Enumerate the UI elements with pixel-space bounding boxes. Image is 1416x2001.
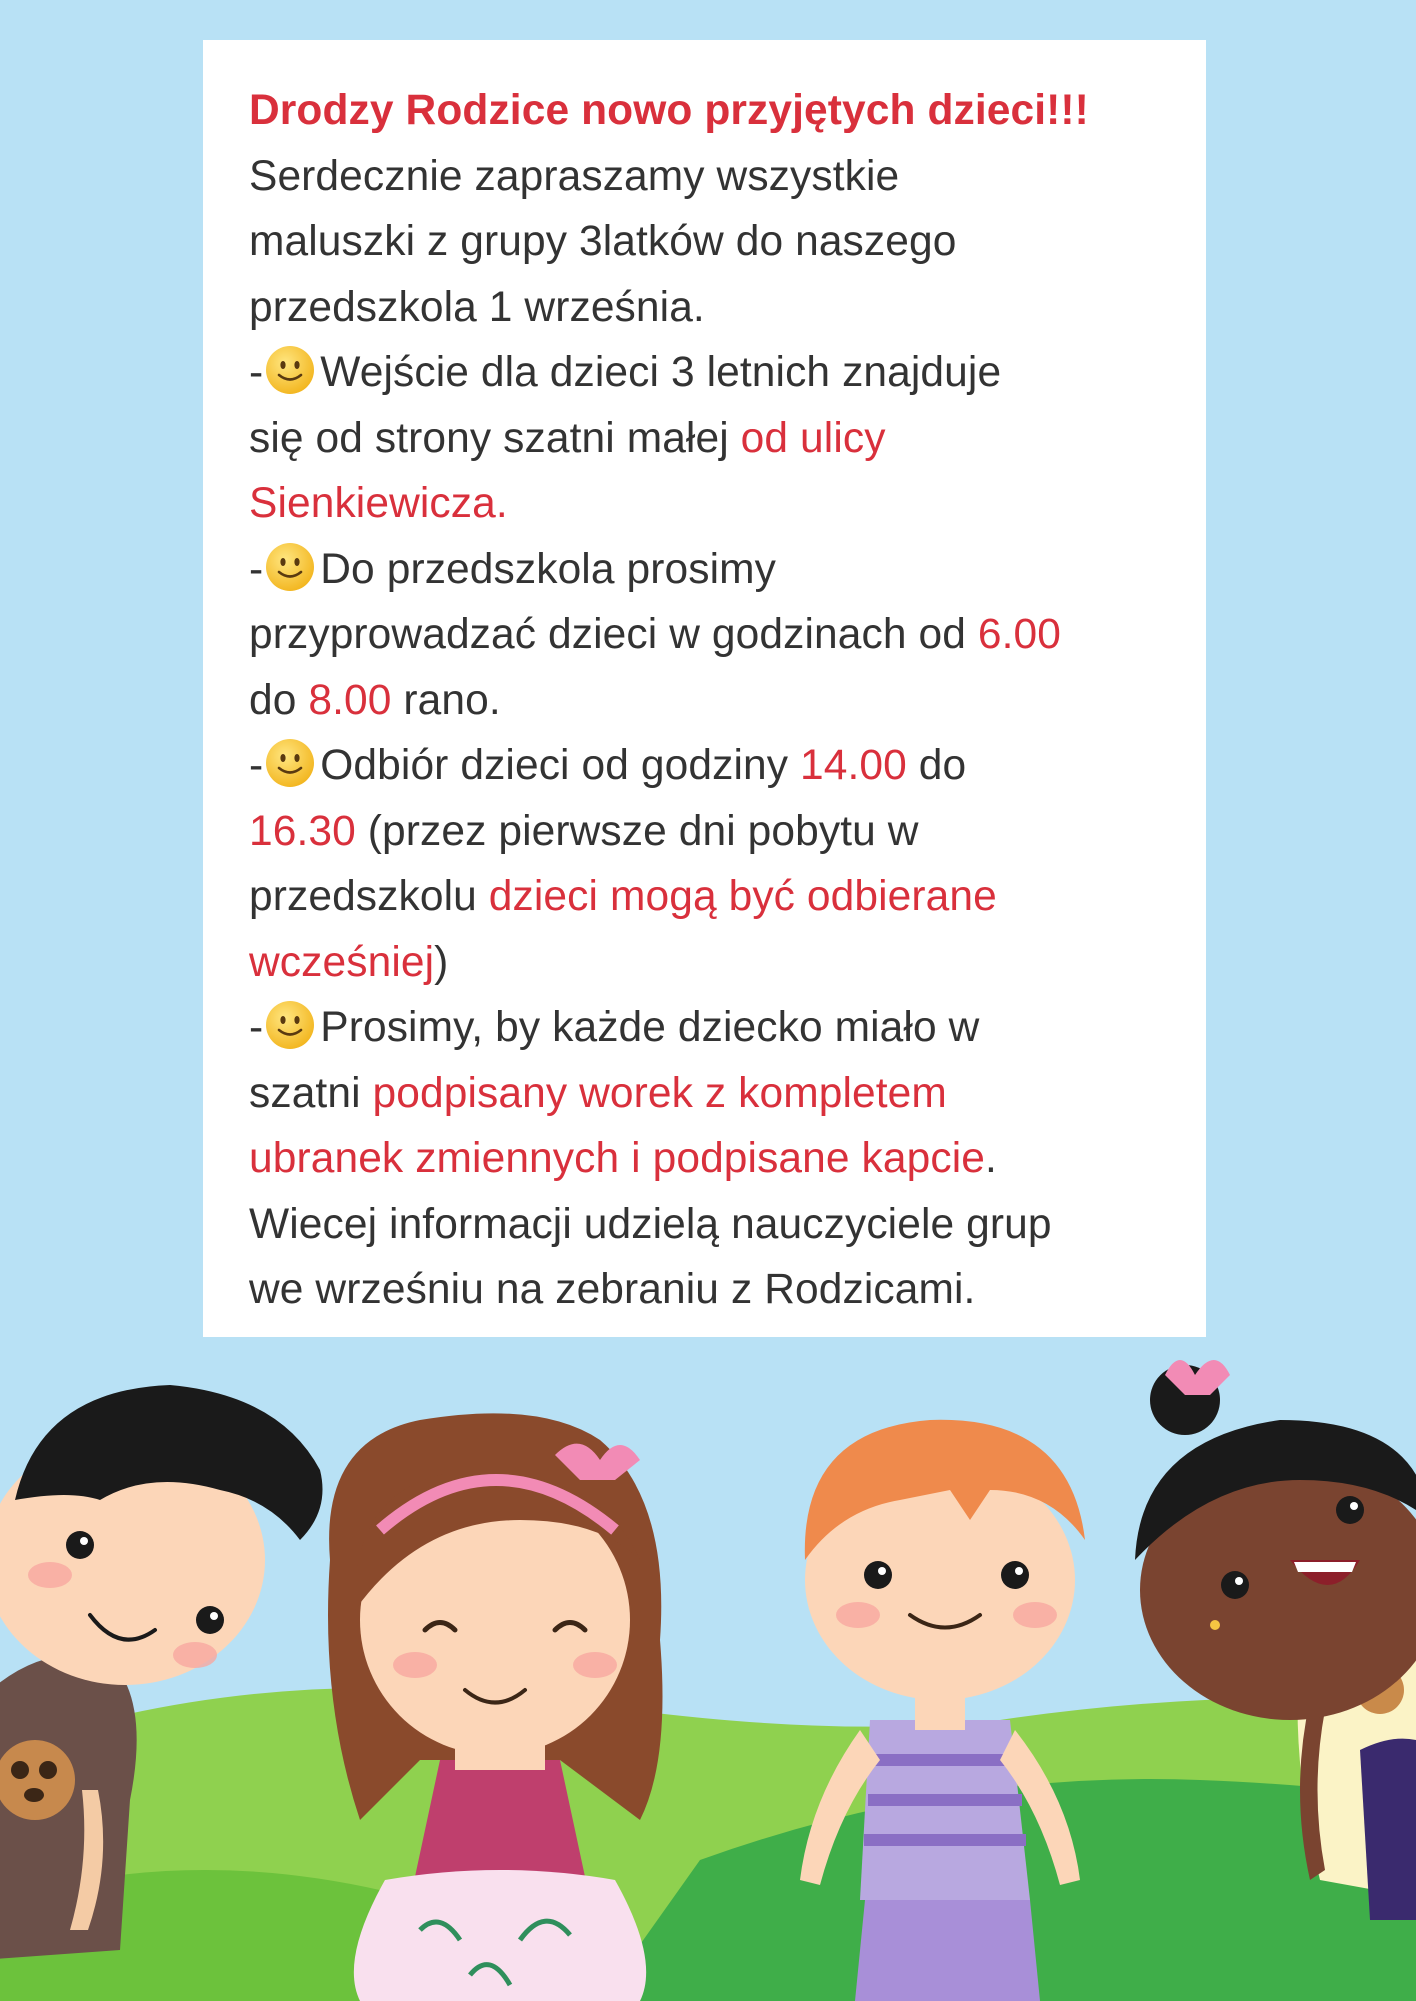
bullet-dash: - [249, 545, 264, 593]
dropoff-start-time: 6.00 [977, 611, 1061, 658]
bullet-entrance [249, 340, 1206, 406]
closing-line: we wrześniu na zebraniu z Rodzicami. [249, 1266, 976, 1313]
early-pickup-highlight: dzieci mogą być odbierane [488, 873, 997, 920]
closing-line: Wiecej informacji udzielą nauczyciele grup [249, 1200, 1052, 1248]
clothes-line [249, 1061, 1206, 1127]
smiling-face-icon [264, 344, 316, 396]
entrance-text: się od strony szatni małej [249, 414, 741, 462]
clothes-bag-highlight: podpisany worek z kompletem [372, 1069, 947, 1117]
clothes-text: szatni [249, 1069, 373, 1117]
dropoff-line [249, 668, 1206, 734]
dropoff-text: rano. [391, 676, 501, 724]
dropoff-end-time: 8.00 [308, 676, 392, 724]
intro-line: maluszki z grupy 3latków do naszego [249, 218, 957, 265]
bullet-dash: - [249, 742, 264, 789]
pickup-text: Odbiór dzieci od godziny [320, 742, 800, 789]
clothes-bag-highlight: ubranek zmiennych i podpisane kapcie [249, 1135, 985, 1182]
early-pickup-highlight: wcześniej [249, 938, 435, 986]
smiling-face-icon [264, 999, 316, 1051]
girl-brown-hair [328, 1413, 663, 2001]
smiling-face-icon [264, 737, 316, 789]
smiling-face-icon [264, 541, 316, 593]
bullet-pickup [249, 733, 1206, 799]
pickup-text: przedszkolu [249, 873, 489, 920]
notice-title: Drodzy Rodzice nowo przyjętych dzieci!!! [249, 87, 1089, 134]
bullet-dash: - [249, 1004, 264, 1051]
dropoff-line [249, 602, 1206, 668]
clothes-text: Prosimy, by każde dziecko miało w [320, 1004, 980, 1051]
dropoff-text: przyprowadzać dzieci w godzinach od [249, 611, 978, 658]
bullet-clothes [249, 995, 1206, 1061]
pickup-line [249, 864, 1206, 930]
intro-line: Serdecznie zapraszamy wszystkie [249, 152, 900, 200]
entrance-street-highlight: Sienkiewicza. [249, 480, 508, 527]
pickup-text: (przez pierwsze dni pobytu w [355, 807, 919, 855]
pickup-line [249, 799, 1206, 865]
dropoff-text: Do przedszkola prosimy [320, 545, 776, 593]
entrance-street-highlight: od ulicy [740, 414, 886, 462]
entrance-text: Wejście dla dzieci 3 letnich znajduje [320, 349, 1002, 396]
bullet-dash: - [249, 349, 264, 396]
pickup-start-time: 14.00 [799, 742, 907, 789]
clothes-line [249, 1126, 1206, 1192]
children-illustration [0, 1340, 1416, 2001]
dropoff-text: do [249, 676, 309, 724]
entrance-line [249, 406, 1206, 472]
pickup-line [249, 930, 1206, 996]
pickup-text: do [906, 742, 967, 789]
clothes-text: . [985, 1135, 997, 1182]
pickup-end-time: 16.30 [249, 807, 356, 855]
pickup-text: ) [434, 938, 449, 986]
notice-card [203, 40, 1206, 1337]
bullet-dropoff [249, 537, 1206, 603]
intro-line: przedszkola 1 września. [249, 283, 705, 331]
